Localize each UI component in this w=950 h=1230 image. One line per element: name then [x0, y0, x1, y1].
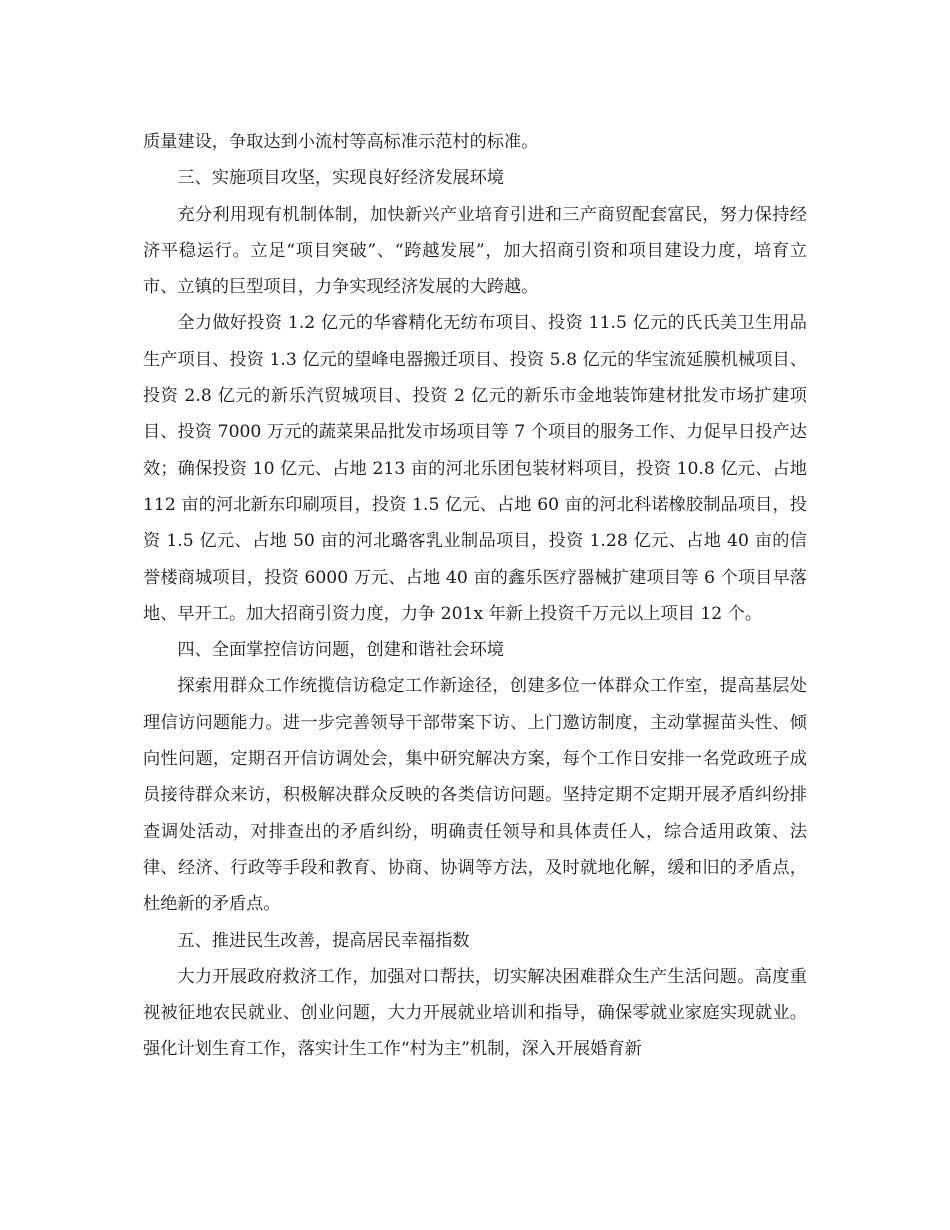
- paragraph: 充分利用现有机制体制，加快新兴产业培育引进和三产商贸配套富民，努力保持经济平稳运行。立足“项目突破”、“跨越发展”，加大招商引资和项目建设力度，培育立市、立镇的巨型项目，力争实现经济发展的大跨越。: [143, 204, 807, 298]
- section-heading-5: 五、推进民生改善，提高居民幸福指数: [177, 930, 470, 951]
- section-heading-3: 三、实施项目攻坚，实现良好经济发展环境: [177, 168, 504, 189]
- section-heading-4: 四、全面掌控信访问题，创建和谐社会环境: [177, 640, 504, 661]
- paragraph: 大力开展政府救济工作，加强对口帮扶，切实解决困难群众生产生活问题。高度重视被征地农民就业、创业问题，大力开展就业培训和指导，确保零就业家庭实现就业。强化计划生育工作，落实计生工作“村为主”机制，深入开展婚育新: [143, 966, 807, 1060]
- paragraph: 全力做好投资 1.2 亿元的华睿精化无纺布项目、投资 11.5 亿元的氏氏美卫生用品生产项目、投资 1.3 亿元的望峰电器搬迁项目、投资 5.8 亿元的华宝流延膜机械项目、投资 2.8 亿元的新乐汽贸城项目、投资 2 亿元的新乐市金地装饰建材批发市场扩建项目、投资 7000 万元的蔬菜果品批发市场项目等 7 个项目的服务工作、力促早日投产达效；确保投资 10 亿元、占地 213 亩的河北乐团包装材料项目，投资 10.8 亿元、占地 112 亩的河北新东印刷项目，投资 1.5 亿元、占地 60 亩的河北科诺橡胶制品项目，投资 1.5 亿元、占地 50 亩的河北璐客乳业制品项目，投资 1.28 亿元、占地 40 亩的信誉楼商城项目，投资 6000 万元、占地 40 亩的鑫乐医疗器械扩建项目等 6 个项目早落地、早开工。加大招商引资力度，力争 201x 年新上投资千万元以上项目 12 个。: [143, 313, 807, 624]
- document-body: [143, 124, 807, 1068]
- paragraph-continued: 质量建设，争取达到小流村等高标准示范村的标准。: [143, 132, 539, 152]
- paragraph: 探索用群众工作统揽信访稳定工作新途径，创建多位一体群众工作室，提高基层处理信访问题能力。进一步完善领导干部带案下访、上门邀访制度，主动掌握苗头性、倾向性问题，定期召开信访调处会，集中研究解决方案，每个工作日安排一名党政班子成员接待群众来访，积极解决群众反映的各类信访问题。坚持定期不定期开展矛盾纠纷排查调处活动，对排查出的矛盾纠纷，明确责任领导和具体责任人，综合适用政策、法律、经济、行政等手段和教育、协商、协调等方法，及时就地化解，缓和旧的矛盾点，杜绝新的矛盾点。: [143, 676, 807, 915]
